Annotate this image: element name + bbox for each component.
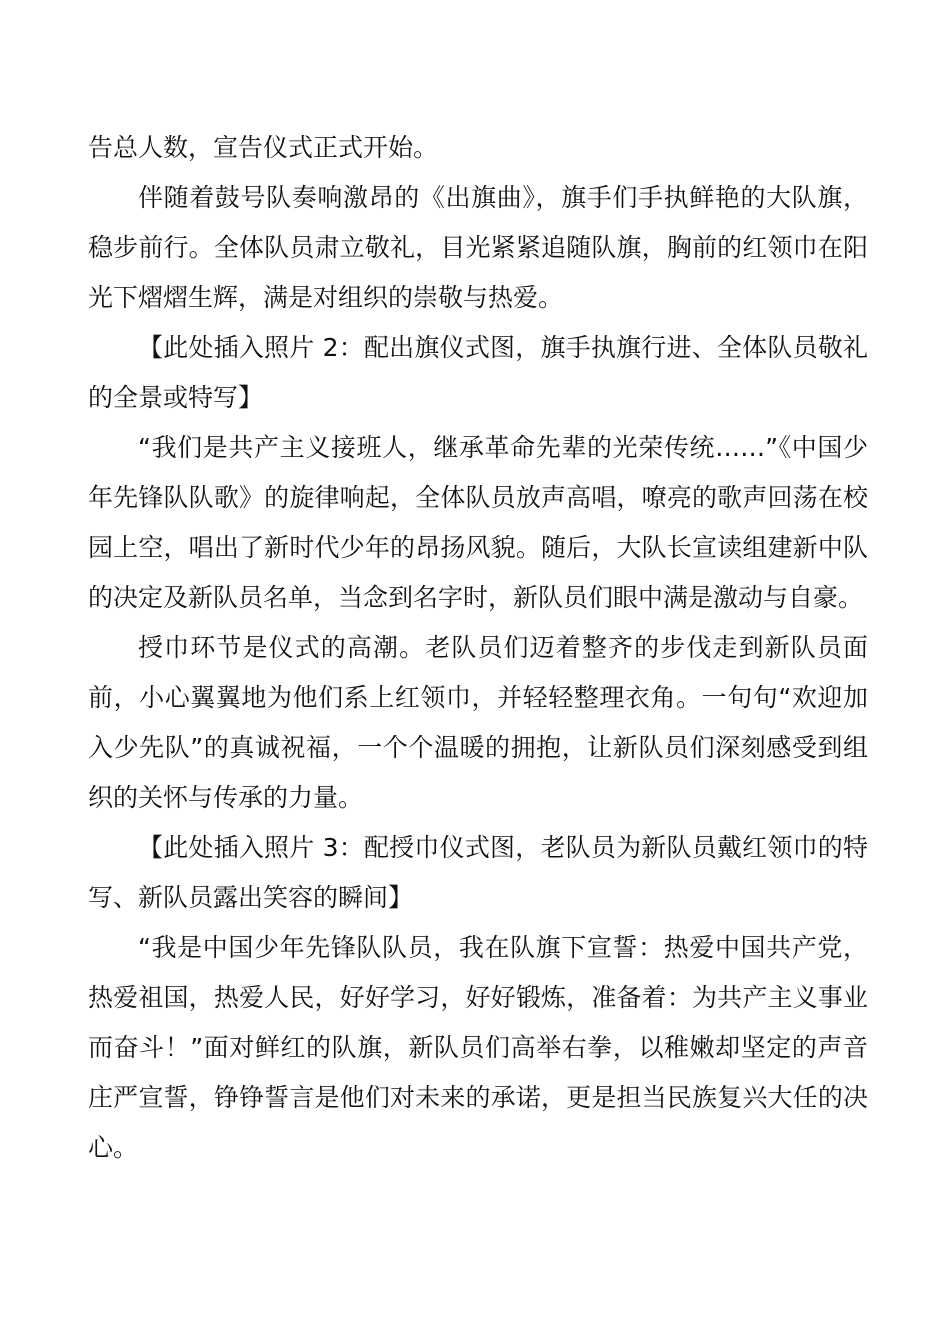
document-body	[88, 123, 868, 1173]
paragraph-scarf-presentation: 授巾环节是仪式的高潮。老队员们迈着整齐的步伐走到新队员面前，小心翼翼地为他们系上红领巾，并轻轻整理衣角。一句句“欢迎加入少先队”的真诚祝福，一个个温暖的拥抱，让新队员们深刻感受到组织的关怀与传承的力量。	[88, 633, 868, 812]
photo-placeholder-2: 【此处插入照片 2：配出旗仪式图，旗手执旗行进、全体队员敬礼的全景或特写】	[88, 333, 868, 412]
paragraph-continuation: 告总人数，宣告仪式正式开始。	[88, 133, 439, 162]
paragraph-flag-procession: 伴随着鼓号队奏响激昂的《出旗曲》，旗手们手执鲜艳的大队旗，稳步前行。全体队员肃立敬礼，目光紧紧追随队旗，胸前的红领巾在阳光下熠熠生辉，满是对组织的崇敬与热爱。	[88, 183, 868, 312]
photo-placeholder-3: 【此处插入照片 3：配授巾仪式图，老队员为新队员戴红领巾的特写、新队员露出笑容的瞬间】	[88, 833, 868, 912]
paragraph-anthem: “我们是共产主义接班人，继承革命先辈的光荣传统……”《中国少年先锋队队歌》的旋律响起，全体队员放声高唱，嘹亮的歌声回荡在校园上空，唱出了新时代少年的昂扬风貌。随后，大队长宣读组建新中队的决定及新队员名单，当念到名字时，新队员们眼中满是激动与自豪。	[88, 433, 868, 612]
paragraph-oath: “我是中国少年先锋队队员，我在队旗下宣誓：热爱中国共产党，热爱祖国，热爱人民，好好学习，好好锻炼，准备着：为共产主义事业而奋斗！”面对鲜红的队旗，新队员们高举右拳，以稚嫩却坚定的声音庄严宣誓，铮铮誓言是他们对未来的承诺，更是担当民族复兴大任的决心。	[88, 933, 868, 1162]
